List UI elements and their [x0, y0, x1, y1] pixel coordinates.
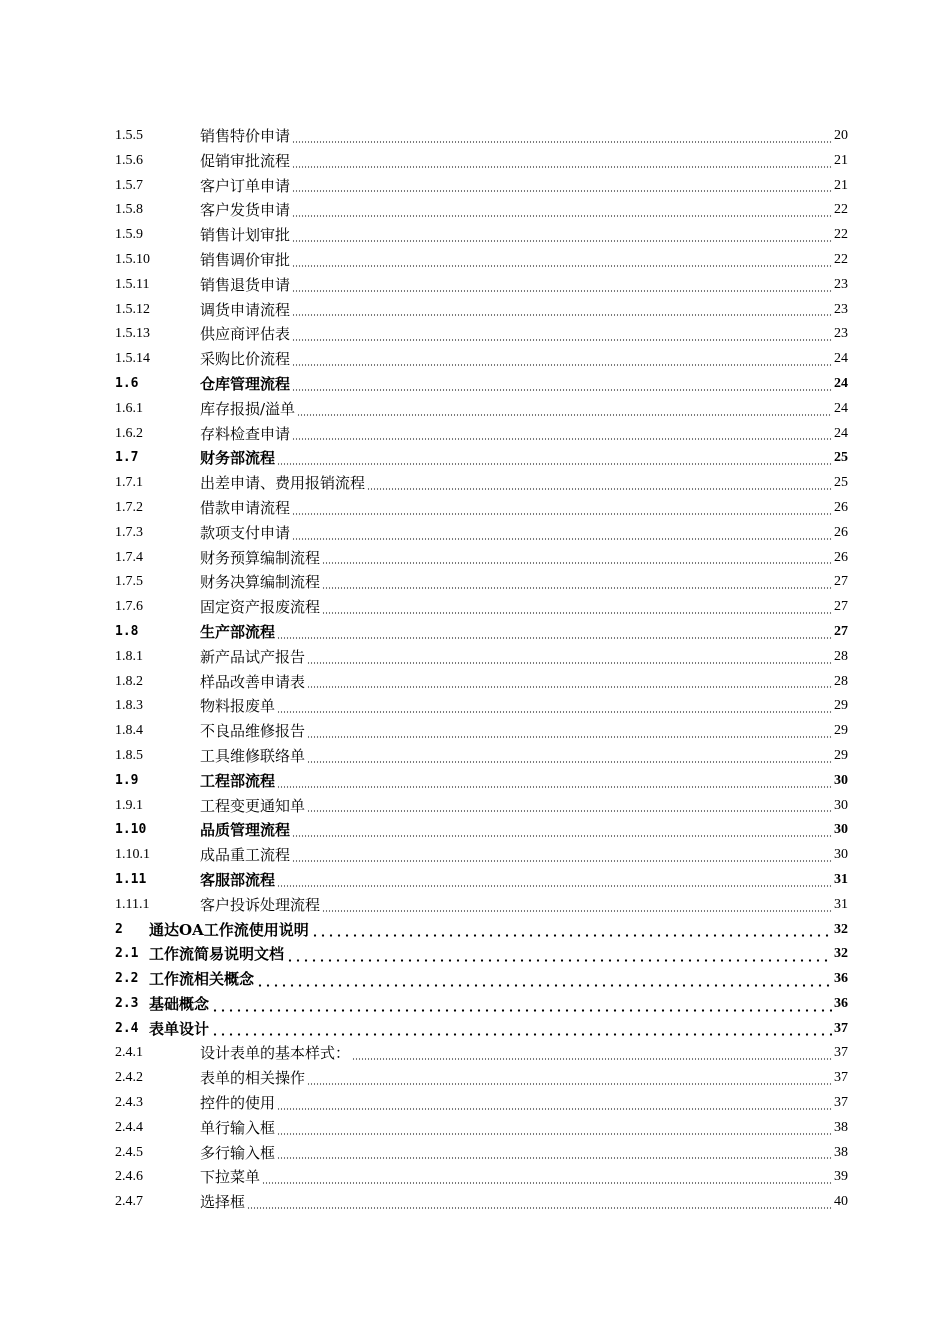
toc-entry-title: 出差申请、费用报销流程 [200, 474, 366, 493]
toc-entry-page-number: 23 [834, 276, 848, 292]
toc-entry-number: 1.9.1 [115, 797, 143, 813]
toc-entry[interactable] [115, 918, 848, 943]
toc-entry-title: 单行输入框 [200, 1118, 276, 1137]
toc-entry[interactable] [115, 248, 848, 273]
dot-leader [292, 860, 832, 862]
toc-entry-number: 1.7.4 [115, 549, 143, 565]
toc-entry[interactable] [115, 223, 848, 248]
dot-leader [292, 389, 832, 391]
toc-entry[interactable] [115, 1141, 848, 1166]
toc-entry-number: 2.4 [115, 1020, 139, 1036]
dot-leader [322, 562, 832, 564]
toc-entry-number: 1.7.1 [115, 475, 143, 491]
dot-leader [262, 1182, 832, 1184]
toc-entry-page-number: 29 [834, 698, 848, 714]
toc-entry-number: 1.5.5 [115, 128, 143, 143]
toc-entry-number: 1.10 [115, 822, 147, 838]
toc-entry-number: 1.8.5 [115, 747, 143, 763]
toc-entry-page-number: 38 [834, 1119, 848, 1135]
toc-entry[interactable] [115, 1165, 848, 1190]
dot-leader [277, 786, 832, 788]
dot-leader [292, 141, 832, 143]
toc-entry-title: 工程变更通知单 [200, 796, 306, 815]
dot-leader [292, 314, 832, 316]
toc-entry-title: 仓库管理流程 [200, 374, 291, 393]
toc-entry[interactable] [115, 694, 848, 719]
dot-leader [292, 215, 832, 217]
toc-entry[interactable] [115, 670, 848, 695]
toc-entry-number: 1.5.13 [115, 326, 150, 342]
toc-entry[interactable] [115, 546, 848, 571]
dot-leader [256, 984, 832, 987]
toc-entry-page-number: 26 [834, 524, 848, 540]
toc-entry-title: 基础概念 [149, 994, 210, 1013]
toc-entry-page-number: 36 [834, 995, 848, 1011]
toc-entry-number: 2.3 [115, 995, 139, 1011]
toc-entry-number: 1.6.1 [115, 400, 143, 416]
dot-leader [211, 1009, 832, 1012]
toc-entry-number: 2.2 [115, 971, 139, 987]
toc-entry-page-number: 30 [834, 847, 848, 863]
toc-entry[interactable] [115, 645, 848, 670]
toc-entry-number: 1.7 [115, 450, 139, 466]
toc-entry-page-number: 23 [834, 326, 848, 342]
toc-entry-number: 1.5.11 [115, 276, 150, 292]
toc-entry-page-number: 29 [834, 747, 848, 763]
toc-entry-page-number: 31 [834, 871, 848, 887]
toc-entry-title: 客服部流程 [200, 870, 276, 889]
toc-entry-title: 客户订单申请 [200, 176, 291, 195]
toc-entry-title: 样品改善申请表 [200, 672, 306, 691]
dot-leader [322, 612, 832, 614]
dot-leader [292, 364, 832, 366]
toc-entry-page-number: 27 [834, 599, 848, 615]
toc-entry-page-number: 28 [834, 673, 848, 689]
dot-leader [286, 959, 832, 962]
toc-entry-page-number: 37 [834, 1045, 848, 1061]
toc-entry-title: 新产品试产报告 [200, 647, 306, 666]
dot-leader [292, 265, 832, 267]
dot-leader [292, 339, 832, 341]
toc-entry-title: 不良品维修报告 [200, 722, 306, 741]
toc-entry[interactable] [115, 570, 848, 595]
toc-entry-page-number: 21 [834, 152, 848, 168]
toc-entry[interactable] [115, 1017, 848, 1042]
dot-leader [292, 513, 832, 515]
table-of-contents [115, 124, 848, 1215]
toc-entry-number: 1.7.5 [115, 574, 143, 590]
toc-entry-number: 2.4.4 [115, 1119, 143, 1135]
toc-entry-page-number: 36 [834, 971, 848, 987]
toc-entry-number: 2.4.3 [115, 1095, 143, 1111]
toc-entry[interactable] [115, 174, 848, 199]
toc-entry[interactable] [115, 719, 848, 744]
toc-entry[interactable] [115, 322, 848, 347]
dot-leader [307, 761, 832, 763]
toc-entry-number: 1.6 [115, 375, 139, 391]
toc-entry-title: 调货申请流程 [200, 300, 291, 319]
dot-leader [277, 1108, 832, 1110]
dot-leader [367, 488, 832, 490]
toc-entry-number: 1.5.12 [115, 301, 150, 317]
toc-entry[interactable] [115, 1066, 848, 1091]
toc-entry-title: 选择框 [200, 1193, 246, 1212]
toc-entry[interactable] [115, 794, 848, 819]
toc-entry-number: 2 [115, 921, 123, 937]
toc-entry-title: 工作流相关概念 [149, 970, 255, 989]
toc-entry-number: 1.6.2 [115, 425, 143, 441]
dot-leader [322, 910, 832, 912]
toc-entry-page-number: 32 [834, 946, 848, 962]
toc-entry-title: 控件的使用 [200, 1094, 276, 1113]
toc-entry[interactable] [115, 1041, 848, 1066]
dot-leader [307, 736, 832, 738]
toc-entry[interactable] [115, 868, 848, 893]
dot-leader [277, 1133, 832, 1135]
toc-entry[interactable] [115, 595, 848, 620]
toc-entry-number: 1.5.9 [115, 227, 143, 243]
toc-entry[interactable] [115, 521, 848, 546]
toc-entry-title: 工程部流程 [200, 771, 276, 790]
toc-entry[interactable] [115, 273, 848, 298]
toc-entry-number: 1.5.10 [115, 251, 150, 267]
dot-leader [352, 1058, 832, 1060]
dot-leader [307, 810, 832, 812]
dot-leader [297, 414, 832, 416]
toc-entry-page-number: 27 [834, 574, 848, 590]
toc-entry-title: 存料检查申请 [200, 424, 291, 443]
dot-leader [277, 463, 832, 465]
dot-leader [247, 1207, 832, 1209]
toc-entry[interactable] [115, 124, 848, 149]
toc-entry-title: 销售计划审批 [200, 226, 291, 245]
toc-entry-title: 工具维修联络单 [200, 746, 306, 765]
dot-leader [307, 686, 832, 688]
toc-entry-title: 品质管理流程 [200, 821, 291, 840]
toc-entry-number: 1.5.7 [115, 177, 143, 193]
toc-entry[interactable] [115, 496, 848, 521]
toc-entry-page-number: 24 [834, 375, 848, 391]
toc-entry-title: 采购比价流程 [200, 350, 291, 369]
toc-entry-number: 1.10.1 [115, 847, 150, 863]
toc-entry-page-number: 28 [834, 648, 848, 664]
toc-entry-number: 2.4.6 [115, 1169, 143, 1185]
toc-entry-title: 设计表单的基本样式： [200, 1044, 351, 1063]
toc-entry-page-number: 20 [834, 128, 848, 143]
toc-entry-title: 促销审批流程 [200, 151, 291, 170]
toc-entry[interactable] [115, 942, 848, 967]
toc-entry-number: 2.4.5 [115, 1144, 143, 1160]
toc-entry[interactable] [115, 893, 848, 918]
toc-entry-page-number: 23 [834, 301, 848, 317]
toc-entry-number: 2.4.7 [115, 1194, 143, 1210]
toc-entry-page-number: 30 [834, 822, 848, 838]
toc-entry-number: 2.1 [115, 946, 139, 962]
toc-entry-number: 1.11 [115, 871, 147, 887]
toc-entry-number: 1.7.6 [115, 599, 143, 615]
dot-leader [277, 1157, 832, 1159]
toc-entry[interactable] [115, 298, 848, 323]
toc-entry-title: 工作流简易说明文档 [149, 945, 285, 964]
toc-entry[interactable] [115, 149, 848, 174]
toc-entry-title: 生产部流程 [200, 622, 276, 641]
dot-leader [211, 1033, 832, 1036]
toc-entry-title: 客户发货申请 [200, 201, 291, 220]
dot-leader [277, 885, 832, 887]
toc-entry[interactable] [115, 620, 848, 645]
toc-entry-page-number: 27 [834, 623, 848, 639]
toc-entry[interactable] [115, 1116, 848, 1141]
toc-entry-number: 1.8 [115, 623, 139, 639]
toc-entry-page-number: 38 [834, 1144, 848, 1160]
dot-leader [292, 190, 832, 192]
toc-entry[interactable] [115, 967, 848, 992]
toc-entry[interactable] [115, 422, 848, 447]
dot-leader [292, 290, 832, 292]
toc-entry[interactable] [115, 347, 848, 372]
toc-entry-page-number: 24 [834, 400, 848, 416]
toc-entry[interactable] [115, 992, 848, 1017]
toc-entry-title: 表单设计 [149, 1019, 210, 1038]
toc-entry-title: 财务部流程 [200, 449, 276, 468]
dot-leader [292, 835, 832, 837]
toc-entry-page-number: 37 [834, 1070, 848, 1086]
toc-entry-title: 成品重工流程 [200, 846, 291, 865]
toc-entry-page-number: 25 [834, 475, 848, 491]
dot-leader [292, 438, 832, 440]
toc-entry[interactable] [115, 198, 848, 223]
toc-entry-title: 库存报损/溢单 [200, 399, 296, 418]
toc-entry-title: 表单的相关操作 [200, 1069, 306, 1088]
toc-entry-page-number: 29 [834, 723, 848, 739]
toc-entry-title: 销售退货申请 [200, 275, 291, 294]
toc-entry-title: 物料报废单 [200, 697, 276, 716]
toc-entry-page-number: 26 [834, 549, 848, 565]
toc-entry[interactable] [115, 818, 848, 843]
toc-entry-number: 1.5.14 [115, 351, 150, 367]
toc-entry-title: 销售特价申请 [200, 127, 291, 145]
toc-entry-number: 2.4.2 [115, 1070, 143, 1086]
toc-entry[interactable] [115, 1190, 848, 1215]
toc-entry-page-number: 37 [834, 1020, 848, 1036]
dot-leader [292, 240, 832, 242]
toc-entry-page-number: 31 [834, 896, 848, 912]
dot-leader [277, 637, 832, 639]
toc-entry-number: 1.7.2 [115, 499, 143, 515]
toc-entry-page-number: 30 [834, 772, 848, 788]
toc-entry-title: 下拉菜单 [200, 1168, 261, 1187]
toc-entry-page-number: 22 [834, 227, 848, 243]
toc-entry-page-number: 30 [834, 797, 848, 813]
toc-entry-page-number: 22 [834, 202, 848, 218]
toc-entry-title: 借款申请流程 [200, 498, 291, 517]
dot-leader [322, 587, 832, 589]
toc-entry-page-number: 32 [834, 921, 848, 937]
toc-entry-page-number: 25 [834, 450, 848, 466]
dot-leader [292, 166, 832, 168]
toc-entry-number: 2.4.1 [115, 1045, 143, 1061]
toc-entry-title: 销售调价审批 [200, 250, 291, 269]
toc-entry-number: 1.8.3 [115, 698, 143, 714]
toc-entry-page-number: 21 [834, 177, 848, 193]
toc-entry[interactable] [115, 471, 848, 496]
toc-entry[interactable] [115, 1091, 848, 1116]
dot-leader [292, 538, 832, 540]
dot-leader [307, 1083, 832, 1085]
toc-entry-number: 1.5.8 [115, 202, 143, 218]
toc-entry-number: 1.8.1 [115, 648, 143, 664]
toc-entry-number: 1.8.4 [115, 723, 143, 739]
toc-entry-number: 1.7.3 [115, 524, 143, 540]
toc-entry[interactable] [115, 397, 848, 422]
toc-entry-title: 客户投诉处理流程 [200, 895, 321, 914]
toc-entry-title: 财务决算编制流程 [200, 573, 321, 592]
toc-entry[interactable] [115, 843, 848, 868]
dot-leader [307, 662, 832, 664]
toc-entry-page-number: 22 [834, 251, 848, 267]
toc-entry-page-number: 40 [834, 1194, 848, 1210]
toc-entry-number: 1.9 [115, 772, 139, 788]
toc-entry-page-number: 24 [834, 351, 848, 367]
toc-entry-number: 1.8.2 [115, 673, 143, 689]
toc-entry[interactable] [115, 744, 848, 769]
toc-entry-title: 款项支付申请 [200, 523, 291, 542]
toc-entry-page-number: 37 [834, 1095, 848, 1111]
toc-entry-page-number: 24 [834, 425, 848, 441]
toc-entry-title: 财务预算编制流程 [200, 548, 321, 567]
toc-entry-page-number: 39 [834, 1169, 848, 1185]
dot-leader [311, 934, 832, 937]
toc-entry-title: 固定资产报废流程 [200, 598, 321, 617]
toc-entry-number: 1.5.6 [115, 152, 143, 168]
toc-entry-title: 供应商评估表 [200, 325, 291, 344]
toc-entry-title: 多行输入框 [200, 1143, 276, 1162]
toc-entry-number: 1.11.1 [115, 896, 150, 912]
toc-entry-page-number: 26 [834, 499, 848, 515]
dot-leader [277, 711, 832, 713]
toc-entry[interactable] [115, 372, 848, 397]
toc-entry[interactable] [115, 446, 848, 471]
toc-entry[interactable] [115, 769, 848, 794]
toc-entry-title: 通达OA工作流使用说明 [149, 920, 309, 939]
